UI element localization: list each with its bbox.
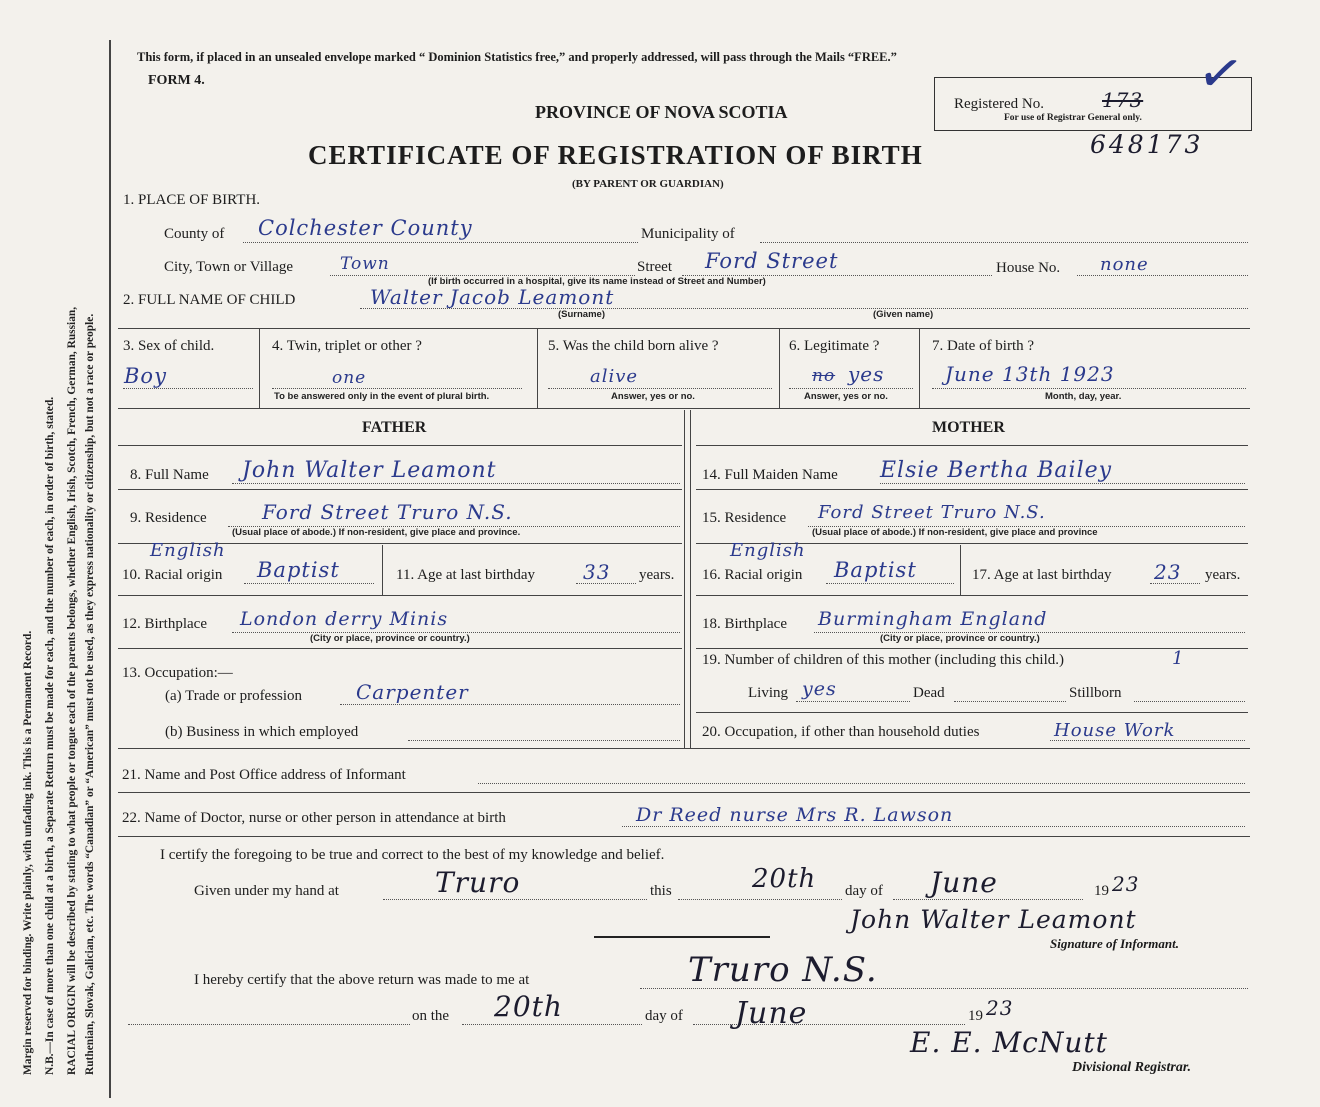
sidebar-line-2: N.B.—In case of more than one child at a birth, a Separate Return must be made for each, and the number of each, in order of birth, stated. [44,396,56,1075]
day-of-label: day of [845,883,883,899]
mother-children-value: 1 [1172,648,1185,669]
given-year-value: 23 [1112,872,1140,896]
dead-label: Dead [913,685,945,701]
mother-occupation-label: 20. Occupation, if other than household duties [702,724,980,740]
municipality-label: Municipality of [641,226,735,242]
mother-racial-origin-label: 16. Racial origin [702,567,803,583]
father-birthplace-label: 12. Birthplace [122,616,207,632]
divisional-registrar-label: Divisional Registrar. [1072,1060,1192,1075]
doctor-value: Dr Reed nurse Mrs R. Lawson [636,804,954,826]
mother-residence-value: Ford Street Truro N.S. [818,502,1046,523]
return-year-value: 23 [986,996,1014,1020]
return-day-value: 20th [494,990,563,1023]
mother-age-label: 17. Age at last birthday [972,567,1112,583]
city-label: City, Town or Village [164,259,294,275]
twin-label: 4. Twin, triplet or other ? [272,338,422,354]
this-label: this [650,883,672,899]
mother-age-value: 23 [1154,560,1182,584]
date-of-birth-value: June 13th 1923 [945,362,1115,386]
check-mark-icon: ✓ [1192,38,1250,109]
given-month-value: June [930,866,998,899]
house-number-value: none [1100,254,1149,275]
father-racial-origin-value: Baptist [257,558,340,582]
given-name-note: (Given name) [873,309,934,320]
return-made-label: I hereby certify that the above return was made to me at [194,972,530,988]
county-value: Colchester County [258,216,473,240]
return-month-value: June [735,996,808,1031]
mother-birthplace-label: 18. Birthplace [702,616,787,632]
registered-struck-number: 173 [1102,88,1144,112]
mother-heading: MOTHER [932,419,1005,436]
informant-signature: John Walter Leamont [850,905,1137,934]
return-place-value: Truro N.S. [688,950,878,990]
father-age-label: 11. Age at last birthday [396,567,535,583]
certificate-subtitle: (BY PARENT OR GUARDIAN) [572,178,724,190]
registrar-signature: E. E. McNutt [910,1026,1108,1059]
father-racial-origin-label: 10. Racial origin [122,567,223,583]
mother-birthplace-note: (City or place, province or country.) [880,633,1040,644]
father-trade-value: Carpenter [356,680,469,704]
certificate-title: CERTIFICATE OF REGISTRATION OF BIRTH [308,140,923,170]
father-birthplace-note: (City or place, province or country.) [310,633,470,644]
sex-value: Boy [124,364,167,388]
sidebar-line-4: Ruthenian, Slovak, Galician, etc. The words “Canadian” or “American” must not be used, as they express nationality or citizenship, but not a race or people. [84,313,96,1075]
sidebar-line-1: Margin reserved for binding. Write plainly, with unfading ink. This is a Permanent Record. [22,630,34,1075]
legitimate-value: yes [848,362,885,386]
given-year-prefix: 19 [1094,883,1109,899]
mother-residence-label: 15. Residence [702,510,787,526]
mother-age-unit: years. [1205,567,1241,583]
return-day-of-label: day of [645,1008,683,1024]
house-number-label: House No. [996,260,1061,276]
given-under-label: Given under my hand at [194,883,339,899]
certify-statement: I certify the foregoing to be true and correct to the best of my knowledge and belief. [160,847,665,863]
city-value: Town [340,254,390,274]
living-label: Living [748,685,788,701]
living-value: yes [802,678,837,700]
father-name-label: 8. Full Name [130,467,209,483]
father-occupation-label: 13. Occupation:— [122,665,233,681]
legitimate-struck: no [812,366,836,386]
born-alive-label: 5. Was the child born alive ? [548,338,719,354]
father-age-unit: years. [639,567,675,583]
born-alive-value: alive [590,366,639,387]
date-of-birth-note: Month, day, year. [1045,391,1122,402]
legitimate-label: 6. Legitimate ? [789,338,880,354]
return-year-prefix: 19 [968,1008,983,1024]
on-the-label: on the [412,1008,450,1024]
street-label: Street [637,259,672,275]
mother-birthplace-value: Burmingham England [818,608,1048,630]
father-age-value: 33 [583,560,611,584]
child-name-value: Walter Jacob Leamont [370,285,615,309]
registered-note: For use of Registrar General only. [1004,113,1142,123]
born-alive-note: Answer, yes or no. [611,391,695,402]
father-residence-label: 9. Residence [130,510,207,526]
hospital-note: (If birth occurred in a hospital, give its name instead of Street and Number) [428,276,766,287]
informant-label: 21. Name and Post Office address of Informant [122,767,406,783]
mother-name-value: Elsie Bertha Bailey [880,458,1113,483]
father-trade-label: (a) Trade or profession [165,688,303,704]
sidebar-line-3: RACIAL ORIGIN will be described by stating to what people or tongue each of the parents belongs, whether English, Irish, Scotch, French, German, Russian, [66,306,78,1075]
father-birthplace-value: London derry Minis [240,608,449,630]
child-name-label: 2. FULL NAME OF CHILD [123,292,296,308]
twin-note: To be answered only in the event of plural birth. [274,391,490,402]
date-of-birth-label: 7. Date of birth ? [932,338,1035,354]
mother-racial-origin-note: English [730,540,806,561]
mother-occupation-value: House Work [1054,720,1176,741]
province-heading: PROVINCE OF NOVA SCOTIA [535,102,788,122]
twin-value: one [332,368,367,388]
stillborn-label: Stillborn [1069,685,1122,701]
binding-margin-line [109,40,111,1098]
place-of-birth-label: 1. PLACE OF BIRTH. [123,192,261,208]
given-day-value: 20th [752,864,817,894]
mother-racial-origin-value: Baptist [834,558,917,582]
father-heading: FATHER [362,419,427,436]
registered-number: 648173 [1090,130,1204,159]
father-name-value: John Walter Leamont [242,458,497,483]
mother-name-label: 14. Full Maiden Name [702,467,838,483]
doctor-label: 22. Name of Doctor, nurse or other person in attendance at birth [122,810,506,826]
sex-label: 3. Sex of child. [123,338,215,354]
county-label: County of [164,226,225,242]
given-place-value: Truro [435,866,521,899]
father-residence-note: (Usual place of abode.) If non-resident, give place and province. [232,527,521,538]
father-racial-origin-note: English [150,540,226,561]
mother-residence-note: (Usual place of abode.) If non-resident, give place and province [812,527,1098,538]
street-value: Ford Street [705,249,839,273]
mother-children-label: 19. Number of children of this mother (including this child.) [702,652,1065,668]
form-number: FORM 4. [148,73,205,88]
top-notice: This form, if placed in an unsealed envelope marked “ Dominion Statistics free,” and properly addressed, will pass through the Mails “FREE.” [137,50,897,64]
surname-note: (Surname) [558,309,605,320]
signature-of-informant-label: Signature of Informant. [1050,936,1179,951]
registered-label: Registered No. [954,96,1044,112]
father-business-label: (b) Business in which employed [165,724,359,740]
father-residence-value: Ford Street Truro N.S. [262,500,513,524]
legitimate-note: Answer, yes or no. [804,391,888,402]
